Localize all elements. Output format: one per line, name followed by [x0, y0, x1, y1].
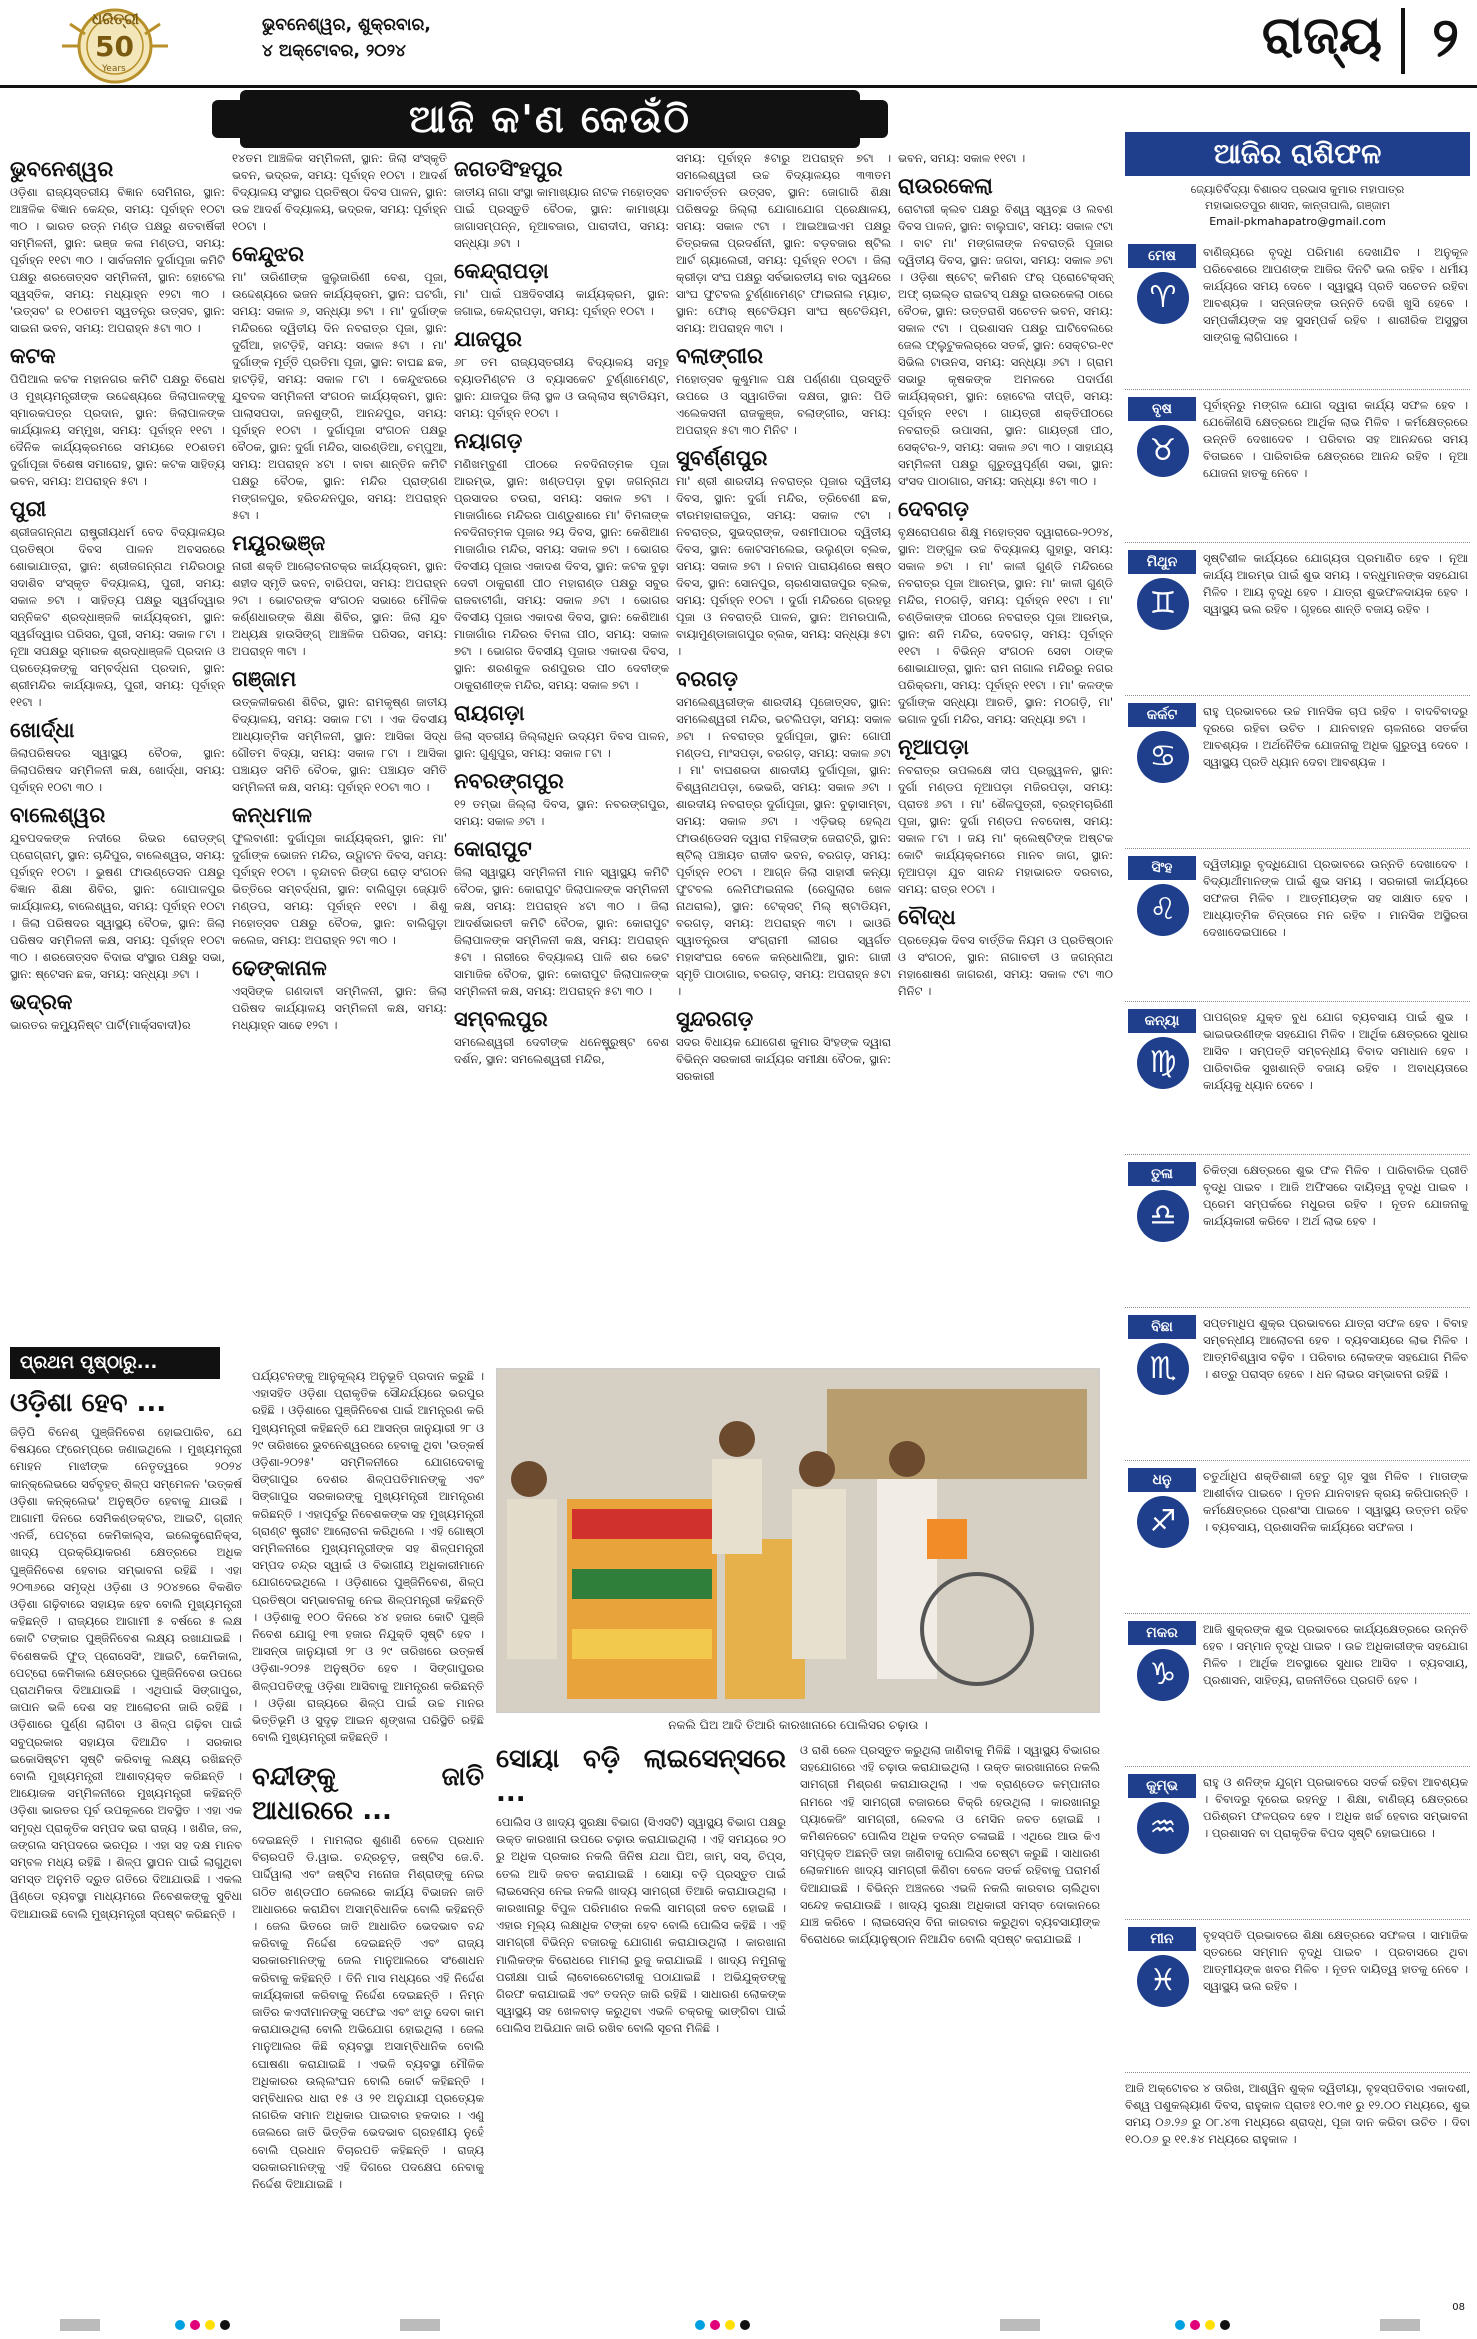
event-place-heading: କେନ୍ଦୁଝର: [232, 242, 305, 266]
event-listing-text: ସମଲେଶ୍ୱରୀଙ୍କ ଶାରଦୀୟ ପୂଜୋତ୍ସବ, ସ୍ଥାନ: ସମଲେଶ୍ୱରୀ ମନ୍ଦିର, ଭଟଲିପଡ଼ା, ସମୟ: ସକାଳ ୬ଟା । ନବରାତ୍ର ଦୁର୍ଗାପୂଜା, ସ୍ଥାନ: ଗୋପୀ ମଣ୍ଡପ, ମାଂସପଡ଼ା, ବରଗଡ଼, ସମୟ: ସକାଳ ୬ଟା । ମା' ବାଘଶରଦା ଶାରଦୀୟ ଦୁର୍ଗାପୂଜା, ସ୍ଥାନ: ବିଶ୍ୱନାଥପଡ଼ା, ଭେଭରି, ସମୟ: ସକାଳ ୬ଟା । ଶାରଦୀୟ ନବରାତ୍ର ଦୁର୍ଗାପୂଜା, ସ୍ଥାନ: ବୁଢ଼ାସାମ୍ବା, ସମୟ: ସକାଳ ୬ଟା । ଏଡ଼ିଭର୍ ହେଲ୍‌ଥ ଫାଉଣ୍ଡେସନ ଦ୍ୱାରା ମହିଳାଙ୍କ ଜେରାଟ୍ରି, ସ୍ଥାନ: ଷ୍ଟିଲ୍ ପଞ୍ଚାୟତ ରାଜୀବ ଭବନ, ବରଗଡ଼, ସମୟ: ପୂର୍ବାହ୍ନ ୧୦ଟା । ଆଗ୍ନ ଜିଲା ସାହାସୀ କନ୍ୟା ଫୁଟବଲ ଲେମିଫାଇନାଲ (ରେଗୁଲାର ଖେଳ ନାଥରାଲ), ସ୍ଥାନ: ଟେକ୍ସଟ୍ ମିଲ୍ ଷ୍ଟାଡିୟମ, ବରଗଡ଼, ସମୟ: ଅପରାହ୍ନ ୩ଟା । ଭାଓରି ସ୍ୱାତନ୍ତ୍ରତା ସଂଗ୍ରାମୀ ଲୀଗର ସ୍ୱର୍ଗତ ମହାସଂଘର ବେଳେ କନ୍ଧୋଲିଆ, ସ୍ଥାନ: ଗାଜୀ ସ୍ମୃତି ପାଠାଗାର, ବରଗଡ଼, ସମୟ: ଅପରାହ୍ନ ୫ଟା ।: [676, 695, 891, 998]
events-banner-title: ଆଜି କ'ଣ କେଉଁଠି: [408, 97, 692, 141]
logo-years-label: Years: [102, 64, 126, 74]
odisha-investment-story: [10, 1386, 242, 2306]
soya-story-body-1: ପୋଲିସ ଓ ଖାଦ୍ୟ ସୁରକ୍ଷା ବିଭାଗ (ସିଏସଟି) ସ୍ୱାସ୍ଥ୍ୟ ବିଭାଗ ପକ୍ଷରୁ ଉକ୍ତ କାରଖାନା ଉପରେ ଚଢ଼ାଉ କରାଯାଇଥିଲା । ଏହି ସମୟରେ ୨୦ ରୁ ଅଧିକ ପ୍ରକାର ନକଲି ଜିନିଷ ଯଥା ଘିଅ, ଜାମ୍‌, ସସ୍‌, ଚିପ୍‌ସ, ତେଲ ଆଦି ଜବତ କରାଯାଇଛି । ସୋୟା ବଡ଼ି ପ୍ରସ୍ତୁତ ପାଇଁ ଲାଇସେନ୍ସ ନେଇ ନକଲି ଖାଦ୍ୟ ସାମଗ୍ରୀ ତିଆରି କରାଯାଉଥିଲା । କାରଖାନାରୁ ବିପୁଳ ପରିମାଣର ନକଲି ସାମଗ୍ରୀ ଜବତ ହୋଇଛି । ଏହାର ମୂଲ୍ୟ ଲକ୍ଷାଧିକ ଟଙ୍କା ହେବ ବୋଲି ପୋଲିସ କହିଛି । ଏହି ସାମଗ୍ରୀ ବିଭିନ୍ନ ବଜାରକୁ ଯୋଗାଣ କରାଯାଉଥିଲା । କାରଖାନା ମାଲିକଙ୍କ ବିରୋଧରେ ମାମଲା ରୁଜୁ କରାଯାଇଛି । ଖାଦ୍ୟ ନମୁନାକୁ ପରୀକ୍ଷା ପାଇଁ ଲାବୋରେଟୋରୀକୁ ପଠାଯାଇଛି । ଅଭିଯୁକ୍ତଙ୍କୁ ଗିରଫ କରାଯାଇଛି ଏବଂ ତଦନ୍ତ ଜାରି ରହିଛି । ସାଧାରଣ ଲୋକଙ୍କ ସ୍ୱାସ୍ଥ୍ୟ ସହ ଖେଳବାଡ଼ କରୁଥିବା ଏଭଳି ଚକ୍ରକୁ ଭାଙ୍ଗିବା ପାଇଁ ପୋଲିସ ଅଭିଯାନ ଜାରି ରଖିବ ବୋଲି ସୂଚନା ମିଳିଛି ।: [496, 1815, 786, 2036]
event-place-heading: ସୁବର୍ଣ୍ଣପୁର: [676, 446, 768, 470]
event-listing-text: ମହୋତ୍ସବ କୁଣ୍ଢୁମାଳ ପକ୍ଷ ପର୍ଣ୍ଣଣା ପ୍ରସ୍ତୁତି ଉପରେ ଓ ସ୍ୱାଗତିକା ଦକ୍ଷତା, ସ୍ଥାନ: ପିଡି ଏଲେକସନୀ ରାଜକୁଞ୍ଜ, ବଲାଙ୍ଗୀର, ସମୟ: ଅପରାହ୍ନ ୫ଟା ୩୦ ମିନିଟ ।: [676, 372, 891, 437]
event-place-heading: ମୟୂରଭଞ୍ଜ: [232, 531, 326, 555]
event-listing-text: ମଣିଖମ୍ବୁଣୀ ପୀଠରେ ନବଦିନାତ୍ମକ ପୂଜା ଆରମ୍ଭ, ସ୍ଥାନ: ଖଣ୍ଡପଡ଼ା ବୁଢ଼ା ଜଗନ୍ନାଥ ପ୍ରସାଦର ଚଉରା, ସମୟ: ସକାଳ ୭ଟା । ମାଜାଗାଁରେ ମନ୍ଦିରର ପାଣ୍ଡୁଶାରେ ମା' ବିମଳାଙ୍କ ନବଦିନାତ୍ମକ ପୂଜାର ୨ୟ ଦିବସ, ସ୍ଥାନ: କେଶିଆଣ ମାଜାଗାଁର ମନ୍ଦିର, ସମୟ: ସକାଳ ୭ଟା । ଭୋଗର ଦିବସୀୟ ପୂଜାର ଏକାଦଶ ଦିବସ, ସ୍ଥାନ: କଟକ ବୁଢ଼ା ଦେବୀ ଠାକୁରାଣୀ ପୀଠ ମହାରାଣ୍ଡ ପକ୍ଷରୁ ସବୁର ରାଜବାଟୀଗାଁ, ସମୟ: ସକାଳ ୬ଟା । ଭୋଗର ଦିବସୀୟ ପୂଜାର ଏକାଦଶ ଦିବସ, ସ୍ଥାନ: କେଶିଆଣ ମାଜାଗାଁର ମନ୍ଦିରର ବିମଳା ପୀଠ, ସମୟ: ସକାଳ ୭ଟା । ଭୋଗର ଦିବସୀୟ ପୂଜାର ଏକାଦଶ ଦିବସ, ସ୍ଥାନ: ଶରଣକୁଳ ରଣପୁରର ପୀଠ ଦେବୀଙ୍କ ଠାକୁରାଣୀଙ୍କ ମନ୍ଦିର, ସମୟ: ସକାଳ ୭ଟା ।: [454, 457, 669, 692]
event-listing-text: ୧୨ ତମ୍ଭା ଜିଲ୍ଲା ଦିବସ, ସ୍ଥାନ: ନବରଙ୍ଗପୁର, ସମୟ: ସକାଳ ୬ଟା ।: [454, 797, 669, 828]
event-place-heading: ଭୁବନେଶ୍ୱର: [10, 157, 114, 181]
rashifala-author: [1125, 182, 1470, 230]
event-listing-text: ରୋଟାରୀ କ୍ଲବ ପକ୍ଷରୁ ବିଶ୍ୱ ସ୍ୱଚ୍ଛ ଓ ଲବଣ ଦିବସ ପାଳନ, ସ୍ଥାନ: ବାଲୁଘାଟ, ସମୟ: ସକାଳ ୯ଟା । ବାଟ ମା' ମଙ୍ଗଳାଙ୍କ ନବରାତ୍ରି ପୂଜାର ଦ୍ୱିତୀୟ ଦିବସ, ସ୍ଥାନ: ଜଗଦା, ସମୟ: ସକାଳ ୬ଟା । ଓଡ଼ିଶା ଷ୍ଟେଟ୍ କମିଶନ ଫର୍ ପ୍ରୋଟେକ୍ସନ୍ ଅଫ୍ ଚାଇଲ୍ଡ ରାଇଟସ୍ ପକ୍ଷରୁ ରାଉରକେଲା ଠାରେ ବୈଠକ, ସ୍ଥାନ: ଉତ୍ତରାଶି ସଚେତନ ଭବନ, ସମୟ: ସକାଳ ୯ଟା । ପ୍ରଶାସନ ପକ୍ଷରୁ ଘାଟିବେଲରେ ଜେଲ ଫ୍ଲୁଟୁକଲର୍‌ରେ ସତର୍କ, ସ୍ଥାନ: ସେକ୍ଟର-୧୯ ସିଭିଲ ଟାଉନସ, ସମୟ: ସନ୍ଧ୍ୟା ୬ଟା । ଗ୍ରାମ ସଭାରୁ କୃଷକଙ୍କ ଅମଳରେ ପଦାର୍ପଣ କାର୍ଯ୍ୟକ୍ରମ, ସ୍ଥାନ: ହୋଟେଲ ଦୀପ୍ତି, ସମୟ: ପୂର୍ବାହ୍ନ ୧୧ଟା । ଗାୟତ୍ରୀ ଶକ୍ତିପୀଠରେ ନବରାତ୍ରି ଉପାସନା, ସ୍ଥାନ: ଗାୟତ୍ରୀ ପୀଠ, ସେକ୍ଟର-୨, ସମୟ: ସକାଳ ୬ଟା ୩୦ । ସାହାଯ୍ୟ ସମ୍ମିଳନୀ ପକ୍ଷରୁ ଗୁରୁତ୍ୱପୂର୍ଣ୍ଣ ସଭା, ସ୍ଥାନ: ସଂସଦ ପାଠାଗାର, ସମୟ: ସନ୍ଧ୍ୟା ୫ଟା ୩୦ ।: [898, 202, 1113, 488]
logo-wordmark: ଧରିତ୍ରୀ: [92, 10, 139, 28]
rashi-item: [1125, 1772, 1470, 1920]
event-listing-text: ନାରୀ ଶକ୍ତି ଆଲୋଚନାଚକ୍ର କାର୍ଯ୍ୟକ୍ରମ, ସ୍ଥାନ: ଶହୀଦ ସ୍ମୃତି ଭବନ, ବାରିପଦା, ସମୟ: ଅପରାହ୍ନ ୨ଟା । ଭୋଟରଙ୍କ ସଂଗଠନ ସଭାରେ ମୌଳିକ କର୍ଣ୍ଣଧାରଙ୍କ ଶିକ୍ଷା ଶିବିର, ସ୍ଥାନ: ଜିଲା ଯୁବ ଅଧ୍ୟକ୍ଷ ହାଉସିଙ୍ଗ୍ ଆଞ୍ଚଳିକ ପରିସର, ସମୟ: ଅପରାହ୍ନ ୩ଟା ।: [232, 559, 447, 658]
rashifala-title: ଆଜିର ରାଶିଫଳ: [1125, 132, 1470, 176]
event-place-heading: ବରଗଡ଼: [676, 667, 738, 691]
zodiac-sign-icon: ♐: [1137, 1496, 1189, 1548]
rashi-item: [1125, 1160, 1470, 1308]
rashi-prediction-text: ବୃହସ୍ପତି ପ୍ରଭାବରେ ଶିକ୍ଷା କ୍ଷେତ୍ରରେ ସଫଳତା । ସାମାଜିକ ସ୍ତରରେ ସମ୍ମାନ ବୃଦ୍ଧି ପାଇବ । ପ୍ରବାସରେ ଥିବା ଆତ୍ମୀୟଙ୍କ ଖବର ମିଳିବ । ନୂତନ ଦାୟିତ୍ୱ ହାତକୁ ନେବେ । ସ୍ୱାସ୍ଥ୍ୟ ଭଲ ରହିବ ।: [1203, 1928, 1468, 1993]
rashi-item: [1125, 548, 1470, 696]
event-listing-text: ନବରାତ୍ର ଉପଲକ୍ଷେ ଦୀପ ପ୍ରଜ୍ଜ୍ୱଳନ, ସ୍ଥାନ: ଦୁର୍ଗା ମଣ୍ଡପ ନୂଆପଡ଼ା ମଜିରପଡ଼ା, ସମୟ: ପ୍ରାତଃ ୬ଟା । ମା' ଶୈଳପୁତ୍ରୀ, ବ୍ରହ୍ମଚାରିଣୀ ପୂଜା, ସ୍ଥାନ: ଦୁର୍ଗା ମଣ୍ଡପ ନବଦୋଷ, ସମୟ: ସକାଳ ୮ଟା । ଜୟ ମା' କ୍ଲେଷ୍ଟିଙ୍କ ଅଷ୍ଟକ କୋଟି କାର୍ଯ୍ୟକ୍ରମରେ ମାନବ ଜାଗ, ସ୍ଥାନ: ନୂଆପଡ଼ା ଯୁବ ସାନନ୍ଦ ମହାଭାରତ ଦରବାର, ସମୟ: ରାତ୍ର ୧୦ଟା ।: [898, 763, 1113, 896]
events-column-5: [898, 150, 1113, 1001]
zodiac-sign-icon: ♏: [1137, 1343, 1189, 1395]
event-listing-text: ଯୁବପଦକଙ୍କ ନଦୀରେ ରିଭର ରୋଡ୍‌ଙ୍ଗ୍ ପ୍ରୋଗ୍ରାମ୍, ସ୍ଥାନ: ଚାନ୍ଦିପୁର, ବାଲେଶ୍ୱର, ସମୟ: ପୂର୍ବାହ୍ନ ୧୦ଟା । ଭୁଷଣ ଫାଉଣ୍ଡେସନ ପକ୍ଷରୁ ବିଜ୍ଞାନ ଶିକ୍ଷା ଶିବିର, ସ୍ଥାନ: ଗୋପାଳପୁର କାର୍ଯ୍ୟାଳୟ, ବାଲେଶ୍ୱର, ସମୟ: ପୂର୍ବାହ୍ନ ୧୦ଟା । ଜିଲା ପରିଷଦର ସ୍ୱାସ୍ଥ୍ୟ ବୈଠକ, ସ୍ଥାନ: ଜିଲା ପରିଷଦ ସମ୍ମିଳନୀ କକ୍ଷ, ସମୟ: ପୂର୍ବାହ୍ନ ୧୦ଟା ୩୦ । ଶରତୋତ୍ସବ ବିଦାଇ ସଂସ୍ଥାର ପକ୍ଷରୁ ସଭା, ସ୍ଥାନ: ଷ୍ଟେସନ ଛକ, ସମୟ: ସନ୍ଧ୍ୟା ୬ଟା ।: [10, 831, 225, 981]
rashi-prediction-text: ବାଣିଜ୍ୟରେ ବୃଦ୍ଧି ପରିମାଣ ଦେଖାଯିବ । ଅନୁକୂଳ ପରିବେଶରେ ଆପଣଙ୍କ ଆଜିର ଦିନଟି ଭଲ ରହିବ । ଧର୍ମୀୟ କାର୍ଯ୍ୟରେ ସମୟ ଦେବେ । ସ୍ୱାସ୍ଥ୍ୟ ପ୍ରତି ସଚେତନ ରହିବା ଆବଶ୍ୟକ । ସନ୍ତାନଙ୍କ ଉନ୍ନତି ଦେଖି ଖୁସି ହେବେ । ସମ୍ପର୍କୀୟଙ୍କ ସହ ସୁସମ୍ପର୍କ ରହିବ । ଶାରୀରିକ ଅସୁସ୍ଥତା ସାଙ୍ଗକୁ ଲାଗିପାରେ ।: [1203, 245, 1468, 344]
events-column-2: [232, 150, 447, 1035]
rashi-prediction-text: ଦ୍ୱିତୀୟାରୁ ବୃଦ୍ଧିଯୋଗ ପ୍ରଭାବରେ ଉନ୍ନତି ଦେଖାଦେବ । ବିଦ୍ୟାର୍ଥୀମାନଙ୍କ ପାଇଁ ଶୁଭ ସମୟ । ସରକାରୀ କାର୍ଯ୍ୟରେ ସଫଳତା ମିଳିବ । ଆତ୍ମୀୟଙ୍କ ସହ ସାକ୍ଷାତ ହେବ । ଆଧ୍ୟାତ୍ମିକ ଚିନ୍ତାରେ ମନ ରହିବ । ମାନସିକ ଅସ୍ଥିରତା ଦେଖାଦେଇପାରେ ।: [1203, 857, 1468, 939]
soya-story-body-2: ଓ ରାଶି ରେଳ ପ୍ରସ୍ତୁତ କରୁଥିଲା ଜାଣିବାକୁ ମିଳିଛି । ସ୍ୱାସ୍ଥ୍ୟ ବିଭାଗର ସହଯୋଗରେ ଏହି ଚଢ଼ାଉ କରାଯାଇଥିଲା । ଉକ୍ତ କାରଖାନାରେ ନକଲି ସାମଗ୍ରୀ ମିଶ୍ରଣ କରାଯାଉଥିଲା । ଏକ ବ୍ରାଣ୍ଡେଡ କମ୍ପାନୀର ନାମରେ ଏହି ସାମଗ୍ରୀ ବଜାରରେ ବିକ୍ରି ହେଉଥିଲା । କାରଖାନାରୁ ପ୍ୟାକେଜିଂ ସାମଗ୍ରୀ, ଲେବଲ ଓ ମେସିନ ଜବତ ହୋଇଛି । କମିଶନରେଟ ପୋଲିସ ଅଧିକ ତଦନ୍ତ ଚଳାଇଛି । ଏଥିରେ ଆଉ କିଏ ସମ୍ପୃକ୍ତ ଅଛନ୍ତି ତାହା ଜାଣିବାକୁ ପୋଲିସ ଚେଷ୍ଟା କରୁଛି । ସାଧାରଣ ଲୋକମାନେ ଖାଦ୍ୟ ସାମଗ୍ରୀ କିଣିବା ବେଳେ ସତର୍କ ରହିବାକୁ ପରାମର୍ଶ ଦିଆଯାଇଛି । ବିଭିନ୍ନ ଅଞ୍ଚଳରେ ଏଭଳି ନକଲି କାରବାର ଚାଲିଥିବା ସନ୍ଦେହ କରାଯାଉଛି । ଖାଦ୍ୟ ସୁରକ୍ଷା ଅଧିକାରୀ ସମସ୍ତ ଦୋକାନରେ ଯାଞ୍ଚ କରିବେ । ଲାଇସେନ୍ସ ବିନା କାରବାର କରୁଥିବା ବ୍ୟବସାୟୀଙ୍କ ବିରୋଧରେ କାର୍ଯ୍ୟାନୁଷ୍ଠାନ ନିଆଯିବ ବୋଲି ସ୍ପଷ୍ଟ କରାଯାଇଛି ।: [800, 1743, 1100, 1947]
rashi-item: [1125, 1925, 1470, 2073]
rashi-sign-name: ତୁଳା: [1128, 1162, 1196, 1186]
event-listing-text: ସମୟ: ପୂର୍ବାହ୍ନ ୫ଟାରୁ ଅପରାହ୍ନ ୭ଟା । ସମଲେଶ୍ୱରୀ ଉଚ୍ଚ ବିଦ୍ୟାଳୟର ୩୩ତମ ସମାବର୍ତ୍ତନ ଉତ୍ସବ, ସ୍ଥାନ: ଜୋଗାରି ଶିକ୍ଷା ପରିଷଦରୁ ଜିଲ୍ଲା ଯୋଗାଯୋଗ ପ୍ରେକ୍ଷାଳୟ, ସମୟ: ସକାଳ ୯ଟା । ଆଇଆଇଏମ ପକ୍ଷରୁ ଚିତ୍ରକଳା ପ୍ରଦର୍ଶନୀ, ସ୍ଥାନ: ବଡ଼ବଜାର ଷ୍ଟିଲ ଆର୍ଟ ଗ୍ୟାଲେରୀ, ସମୟ: ପୂର୍ବାହ୍ନ ୧୦ଟା । ଜିଲା କ୍ରୀଡ଼ା ସଂଘ ପକ୍ଷରୁ ସର୍ବଭାରତୀୟ ବାର ଦ୍ୱନ୍ଦରେ ସାଂଘ ଫୁଟବଲ ଟୁର୍ଣ୍ଣାମେଣ୍ଟ ଫାଇନାଲ ମ୍ୟାଚ, ସ୍ଥାନ: ଫୋର୍ ଷ୍ଟେଡିୟମ ସାଂଘ ଷ୍ଟେଡିୟମ, ସମୟ: ଅପରାହ୍ନ ୩ଟା ।: [676, 151, 891, 335]
rashi-prediction-text: ରାହୁ ପ୍ରଭାବରେ ଉଚ୍ଚ ମାନସିକ ଚାପ ରହିବ । ବାଦବିବାଦରୁ ଦୂରରେ ରହିବା ଉଚିତ । ଯାନବାହନ ଚାଳନାରେ ସତର୍କତା ଆବଶ୍ୟକ । ଅର୍ଥନୈତିକ ଯୋଜନାକୁ ଅଧିକ ଗୁରୁତ୍ୱ ଦେବେ । ସ୍ୱାସ୍ଥ୍ୟ ପ୍ରତି ଧ୍ୟାନ ଦେବା ଆବଶ୍ୟକ ।: [1203, 704, 1468, 769]
event-listing-text: ସଦର ବିଧାୟକ ଯୋଗେଶ କୁମାର ସିଂହଙ୍କ ଦ୍ୱାରା ବିଭିନ୍ନ ସରକାରୀ କାର୍ଯ୍ୟର ସମୀକ୍ଷା ବୈଠକ, ସ୍ଥାନ: ସରକାରୀ: [676, 1035, 891, 1083]
rashi-item: [1125, 1466, 1470, 1614]
event-listing-text: ଏସ୍‌ସିଙ୍କ ଗଣଦାବୀ ସମ୍ମିଳନୀ, ସ୍ଥାନ: ଜିଲା ପରିଷଦ କାର୍ଯ୍ୟାଳୟ ସମ୍ମିଳନୀ କକ୍ଷ, ସମୟ: ମଧ୍ୟାହ୍ନ ସାଢେ ୧୨ଟା ।: [232, 984, 447, 1032]
events-banner: [240, 90, 860, 148]
event-listing-text: ପିପିଆଲ କଟକ ମହାନଗର କମିଟି ପକ୍ଷରୁ ବିରୋଧ ଓ ମୁଖ୍ୟମନ୍ତ୍ରୀଙ୍କ ଉଦ୍ଦେଶ୍ୟରେ ଜିଲାପାଳଙ୍କୁ ସ୍ମାରକପତ୍ର ପ୍ରଦାନ, ସ୍ଥାନ: ଜିଲାପାଳଙ୍କ କାର୍ଯ୍ୟାଳୟ ସମ୍ମୁଖ, ସମୟ: ପୂର୍ବାହ୍ନ ୧୧ଟା । ଦୈନିକ କାର୍ଯ୍ୟକ୍ରମରେ ସମୟରେ ୧୦ଶତମ ଦୁର୍ଗାପୂଜା ବିଶେଷ ସମାରୋହ, ସ୍ଥାନ: କଟକ ସାହିତ୍ୟ ଭବନ, ସମୟ: ଅପରାହ୍ନ ୫ଟା ।: [10, 372, 225, 488]
event-place-heading: କୋରାପୁଟ: [454, 837, 532, 861]
events-column-1: [10, 150, 225, 1035]
registration-marks-icon: [0, 2316, 1477, 2336]
rashi-sign-name: କୁମ୍ଭ: [1128, 1774, 1196, 1798]
dateline: [262, 12, 431, 64]
dateline-day: ଭୁବନେଶ୍ୱର, ଶୁକ୍ରବାର,: [262, 15, 431, 35]
events-column-3: [454, 150, 669, 1069]
rashi-sign-name: ମୀନ: [1128, 1927, 1196, 1951]
event-place-heading: ରାଉରକେଲା: [898, 174, 993, 198]
event-place-heading: ଖୋର୍ଦ୍ଧା: [10, 718, 75, 742]
event-listing-text: ଭବନ, ସମୟ: ସକାଳ ୧୧ଟା ।: [898, 151, 1026, 165]
zodiac-sign-icon: ♎: [1137, 1190, 1189, 1242]
events-column-4: [676, 150, 891, 1086]
rashifala-author-name: ଜ୍ୟୋତିର୍ବିଦ୍ୟା ବିଶାରଦ ପ୍ରଭାସ କୁମାର ମହାପାତ୍ର: [1190, 183, 1405, 196]
event-place-heading: ବଲାଙ୍ଗୀର: [676, 344, 763, 368]
rashi-sign-name: ବୃଷ: [1128, 397, 1196, 421]
rashi-sign-name: କନ୍ୟା: [1128, 1009, 1196, 1033]
news-photo-police-raid: [496, 1368, 1100, 1713]
zodiac-sign-icon: ♒: [1137, 1802, 1189, 1854]
event-listing-text: ୬୮ ତମ ରାଜ୍ୟସ୍ତରୀୟ ବିଦ୍ୟାଳୟ ସମୂହ ବ୍ୟାଡମିଣ୍ଟନ ଓ ବ୍ୟାସକେଟ ଟୁର୍ଣ୍ଣାମେଣ୍ଟ, ସ୍ଥାନ: ଯାଜପୁର ଜିଲା ସ୍ଥଳ ଓ ଉଲ୍ଲାସ ଷ୍ଟାଡିୟମ, ସମୟ: ପୂର୍ବାହ୍ନ ୧୦ଟା ।: [454, 355, 669, 420]
photo-caption: ନକଲି ଘିଅ ଆଦି ତିଆରି କାରଖାନାରେ ପୋଲିସର ଚଢ଼ାଉ ।: [668, 1718, 928, 1732]
event-listing-text: ଜିଲା ସ୍ତରୀୟ ଜିଲ୍ଲାଧିନ ଉଦ୍ୟମ ଦିବସ ପାଳନ, ସ୍ଥାନ: ଗୁଣୁପୁର, ସମୟ: ସକାଳ ୮ଟା ।: [454, 729, 669, 760]
section-divider: [1401, 8, 1405, 74]
event-place-heading: ବୌଦ୍ଧ: [898, 905, 956, 929]
event-place-heading: ନବରଙ୍ଗପୁର: [454, 769, 564, 793]
event-place-heading: ସୁନ୍ଦରଗଡ଼: [676, 1007, 754, 1031]
rashi-prediction-text: ଚିକିତ୍ସା କ୍ଷେତ୍ରରେ ଶୁଭ ଫଳ ମିଳିବ । ପାରିବାରିକ ପ୍ରୀତି ବୃଦ୍ଧି ପାଇବ । ଆଜି ଅଫିସରେ ଦାୟିତ୍ୱ ବୃଦ୍ଧି ପାଇବ । ପ୍ରେମ ସମ୍ପର୍କରେ ମଧୁରତା ରହିବ । ନୂତନ ଯୋଜନାକୁ କାର୍ଯ୍ୟକାରୀ କରିବେ । ଅର୍ଥ ଲାଭ ହେବ ।: [1203, 1163, 1468, 1228]
rashi-item: [1125, 1007, 1470, 1155]
event-listing-text: ବୃକ୍ଷରୋପଣର ଶିକ୍ଷୁ ମହୋତ୍ସବ ଦ୍ୱାରାରେ-୨୦୨୪, ସ୍ଥାନ: ଅଙ୍ଗୁଳ ଉଚ୍ଚ ବିଦ୍ୟାଳୟ ଗୁହାରୁ, ସମୟ: ସକାଳ ୭ଟା । ମା' କାଳୀ ଗୁଣ୍ଡି ମନ୍ଦିରରେ ନବରାତ୍ର ପୂଜା ଆରମ୍ଭ, ସ୍ଥାନ: ମା' କାଳୀ ଗୁଣ୍ଡି ମନ୍ଦିର, ମଠଗଡ଼ି, ସମୟ: ପୂର୍ବାହ୍ନ ୧୧ଟା । ମା' ଚଣ୍ଡିକାଙ୍କ ପୀଠରେ ନବରାତ୍ର ପୂଜା ଆରମ୍ଭ, ସ୍ଥାନ: ଶନି ମନ୍ଦିର, ଦେବଗଡ଼, ସମୟ: ପୂର୍ବାହ୍ନ ୧୧ଟା । ବିଭିନ୍ନ ସଂଗଠନ ସେବା ଠାଙ୍କ ଶୋଭାଯାତ୍ରା, ସ୍ଥାନ: ରାମ ନାଗାଲ ମନ୍ଦିରରୁ ନଗର ପରିକ୍ରମା, ସମୟ: ପୂର୍ବାହ୍ନ ୧୧ଟା । ମା' କଳଙ୍କ ଦୁର୍ଗାଙ୍କ ସନ୍ଧ୍ୟା ଆରତି, ସ୍ଥାନ: ମଠଗଡ଼ି, ମା' ଭଗାଳ ଦୁର୍ଗା ମନ୍ଦିର, ସମୟ: ସନ୍ଧ୍ୟା ୭ଟା ।: [898, 525, 1113, 726]
rashi-prediction-text: ଆଜି ଶୁକ୍ରଙ୍କ ଶୁଭ ପ୍ରଭାବରେ କାର୍ଯ୍ୟକ୍ଷେତ୍ରରେ ଉନ୍ନତି ହେବ । ସମ୍ମାନ ବୃଦ୍ଧି ପାଇବ । ଉଚ୍ଚ ଅଧିକାରୀଙ୍କ ସହଯୋଗ ମିଳିବ । ଆର୍ଥିକ ଅବସ୍ଥାରେ ସୁଧାର ଆସିବ । ବ୍ୟବସାୟ, ପ୍ରଶାସନ, ସାହିତ୍ୟ, ରାଜନୀତିରେ ପ୍ରଗତି ହେବ ।: [1203, 1622, 1468, 1687]
zodiac-sign-icon: ♈: [1137, 272, 1189, 324]
event-listing-text: ୧୪ତମ ଆଞ୍ଚଳିକ ସମ୍ମିଳନୀ, ସ୍ଥାନ: ଜିଲା ସଂସ୍କୃତି ଭବନ, ଭଦ୍ରକ, ସମୟ: ପୂର୍ବାହ୍ନ ୧୦ଟା । ଆଦର୍ଶ ବିଦ୍ୟାଳୟ ସଂସ୍ଥାର ପ୍ରତିଷ୍ଠା ଦିବସ ପାଳନ, ସ୍ଥାନ: ଉଚ୍ଚ ଆଦର୍ଶ ବିଦ୍ୟାଳୟ, ଭଦ୍ରକ, ସମୟ: ପୂର୍ବାହ୍ନ ୧୦ଟା ।: [232, 151, 447, 233]
event-place-heading: ଭଦ୍ରକ: [10, 990, 73, 1014]
page-code: 08: [1452, 2302, 1465, 2313]
continued-from-front-tag: ପ୍ରଥମ ପୃଷ୍ଠାରୁ...: [10, 1347, 220, 1379]
zodiac-sign-icon: ♓: [1137, 1955, 1189, 2007]
event-place-heading: ଢେଙ୍କାନାଳ: [232, 956, 327, 980]
odisha-story-continued: [252, 1368, 484, 1753]
event-listing-text: ପ୍ରତ୍ୟେକ ଦିବସ ବାର୍ତ୍ତିକ ନିୟମ ଓ ପ୍ରତିଷ୍ଠାନ ଓ ସଂଗଠନ, ସ୍ଥାନ: ନାଗାବତୀ ଓ ଜଗନ୍ନାଥ ମହାଶୋଷଣ ଜାଗରଣ, ସମୟ: ସକାଳ ୯ଟା ୩୦ ମିନିଟ ।: [898, 933, 1113, 998]
events-listing: [10, 150, 1113, 1330]
rashi-sign-name: ଧନୁ: [1128, 1468, 1196, 1492]
zodiac-sign-icon: ♌: [1137, 884, 1189, 936]
section-name: ରାଜ୍ୟ: [1261, 6, 1382, 66]
zodiac-sign-icon: ♍: [1137, 1037, 1189, 1089]
event-place-heading: ନୟାଗଡ଼: [454, 429, 523, 453]
logo-years-number: 50: [95, 30, 134, 63]
event-listing-text: ଜିଲା ସ୍ୱାସ୍ଥ୍ୟ ସମ୍ମିଳନୀ ମାନ ସ୍ୱାସ୍ଥ୍ୟ କମିଟି ବୈଠକ, ସ୍ଥାନ: କୋରାପୁଟ ଜିଲାପାଳଙ୍କ ସମ୍ମିଳନୀ କକ୍ଷ, ସମୟ: ଅପରାହ୍ନ ୪ଟା ୩୦ । ଜିଲା ଆଦର୍ଶଭାରତୀ କମିଟି ବୈଠକ, ସ୍ଥାନ: କୋରାପୁଟ ଜିଲାପାଳଙ୍କ ସମ୍ମିଳନୀ କକ୍ଷ, ସମୟ: ଅପରାହ୍ନ ୫ଟା । ନାରୀରେ ବିଦ୍ୟାଳୟ ପାଳି ଶର ଭେଟ ସାମାଜିକ ବୈଠକ, ସ୍ଥାନ: କୋରାପୁଟ ଜିଲାପାଳଙ୍କ ସମ୍ମିଳନୀ କକ୍ଷ, ସମୟ: ଅପରାହ୍ନ ୫ଟା ୩୦ ।: [454, 865, 669, 998]
event-listing-text: ସମଲେଶ୍ୱରୀ ଦେବୀଙ୍କ ଧନେଷ୍ଟ୍ରୁଷ୍ଟ ବେଶ ଦର୍ଶନ, ସ୍ଥାନ: ସମଲେଶ୍ୱରୀ ମନ୍ଦିର,: [454, 1035, 669, 1066]
event-listing-text: ମା' ଶ୍ରୀ ଶାରଦୀୟ ନବରାତ୍ର ପୂଜାର ଦ୍ୱିତୀୟ ଦିବସ, ସ୍ଥାନ: ଦୁର୍ଗା ମନ୍ଦିର, ତ୍ରିବେଣୀ ଛକ, ବୀରମହାରାଜପୁର, ସମୟ: ସକାଳ ୯ଟା । ନବରାତ୍ର, ସୁଭଦ୍ରାଙ୍କ, ଦଶମୀପାଠର ଦ୍ୱିତୀୟ ଦିବସ, ସ୍ଥାନ: କୋଟସମଲେଇ, ଉଲୁଣ୍ଡା ବ୍ଲକ, ସମୟ: ସକାଳ ୭ଟା । ନବାନ ପାରାୟଣରେ ଷଷ୍ଠ ଦିବସ, ସ୍ଥାନ: ସୋନପୁର, ଚାରଣସାରାଜପୁର ବ୍ଲକ, ସମୟ: ପୂର୍ବାହ୍ନ ୧୦ଟା । ଦୁର୍ଗା ମନ୍ଦିରରେ ଗ୍ରହରୂ ପୂଜା ଓ ନବରାତ୍ରି ପାଳନ, ସ୍ଥାନ: ଅମରପାଲି, ବାୟାମୁଣ୍ଡାଜାଗପୁର ବ୍ଲକ, ସମୟ: ସନ୍ଧ୍ୟା ୫ଟା ।: [676, 474, 891, 658]
rashi-item: [1125, 395, 1470, 543]
rashi-sign-name: ସିଂହ: [1128, 856, 1196, 880]
prisoners-story-body: ଦେଇଛନ୍ତି । ମାମଲାର ଶୁଣାଣି ବେଳେ ପ୍ରଧାନ ବିଚାରପତି ଡି.ୱାଇ. ଚନ୍ଦ୍ରଚୂଡ଼, ଜଷ୍ଟିସ ଜେ.ବି. ପାର୍ଦ୍ଦିୱାଲା ଏବଂ ଜଷ୍ଟିସ ମନୋଜ ମିଶ୍ରାଙ୍କୁ ନେଇ ଗଠିତ ଖଣ୍ଡପୀଠ ଜେଲରେ କାର୍ଯ୍ୟ ବିଭାଜନ ଜାତି ଆଧାରରେ କରାଯିବା ଅସାମ୍ବିଧାନିକ ବୋଲି କହିଛନ୍ତି । ଜେଲ ଭିତରେ ଜାତି ଆଧାରିତ ଭେଦଭାବ ବନ୍ଦ କରିବାକୁ ନିର୍ଦ୍ଦେଶ ଦେଇଛନ୍ତି ଏବଂ ରାଜ୍ୟ ସରକାରମାନଙ୍କୁ ଜେଲ ମାନୁଆଲରେ ସଂଶୋଧନ କରିବାକୁ କହିଛନ୍ତି । ତିନି ମାସ ମଧ୍ୟରେ ଏହି ନିର୍ଦ୍ଦେଶ କାର୍ଯ୍ୟକାରୀ କରିବାକୁ ନିର୍ଦ୍ଦେଶ ଦେଇଛନ୍ତି । ନିମ୍ନ ଜାତିର କଏଦୀମାନଙ୍କୁ ସଫେଇ ଏବଂ ଝାଡୁ ଦେବା କାମ କରାଯାଉଥିଲା ବୋଲି ଅଭିଯୋଗ ହୋଇଥିଲା । ଜେଲ ମାନୁଆଲର କିଛି ବ୍ୟବସ୍ଥା ଅସାମ୍ବିଧାନିକ ବୋଲି ଘୋଷଣା କରାଯାଇଛି । ଏଭଳି ବ୍ୟବସ୍ଥା ମୌଳିକ ଅଧିକାରର ଉଲ୍ଲଂଘନ ବୋଲି କୋର୍ଟ କହିଛନ୍ତି । ସମ୍ବିଧାନର ଧାରା ୧୫ ଓ ୨୧ ଅନୁଯାୟୀ ପ୍ରତ୍ୟେକ ନାଗରିକ ସମାନ ଅଧିକାର ପାଇବାର ହକଦାର । ଏଣୁ ଜେଲରେ ଜାତି ଭିତ୍ତିକ ଭେଦଭାବ ଗ୍ରହଣୀୟ ନୁହେଁ ବୋଲି ପ୍ରଧାନ ବିଚାରପତି କହିଛନ୍ତି । ରାଜ୍ୟ ସରକାରମାନଙ୍କୁ ଏହି ଦିଗରେ ପଦକ୍ଷେପ ନେବାକୁ ନିର୍ଦ୍ଦେଶ ଦିଆଯାଇଛି ।: [252, 1833, 484, 2192]
event-place-heading: ରାୟଗଡ଼ା: [454, 701, 525, 725]
event-place-heading: ଗଞ୍ଜାମ: [232, 667, 297, 691]
police-raid-photo-icon: [497, 1369, 1100, 1713]
event-listing-text: ଶ୍ରୀଜଗନ୍ନାଥ ରାଷ୍ଟ୍ରୀୟଧର୍ମ ବେଦ ବିଦ୍ୟାଳୟର ପ୍ରତିଷ୍ଠା ଦିବସ ପାଳନ ଅବସରରେ ଶୋଭାଯାତ୍ରା, ସ୍ଥାନ: ଶ୍ରୀଜଗନ୍ନାଥ ମନ୍ଦିରଠାରୁ ସଦାଶିବ ସଂସ୍କୃତ ବିଦ୍ୟାଳୟ, ପୁରୀ, ସମୟ: ସକାଳ ୭ଟା । ସାହିତ୍ୟ ପକ୍ଷରୁ ସ୍ୱର୍ଗଦ୍ୱାର ସନ୍ନିକଟ ଶ୍ରଦ୍ଧାଞ୍ଜଳି କାର୍ଯ୍ୟକ୍ରମ, ସ୍ଥାନ: ସ୍ୱର୍ଗଦ୍ୱାର ପରିସର, ପୁରୀ, ସମୟ: ସକାଳ ୮ଟା । ନୂଆ ସପକ୍ଷରୁ ସ୍ମାରକ ଶ୍ରଦ୍ଧାଞ୍ଜଳି ପ୍ରଦାନ ଓ ପ୍ରତ୍ୟେକଙ୍କୁ ସମ୍ବର୍ଦ୍ଧନା ପ୍ରଦାନ, ସ୍ଥାନ: ଶ୍ରୀମନ୍ଦିର କାର୍ଯ୍ୟାଳୟ, ପୁରୀ, ସମୟ: ପୂର୍ବାହ୍ନ ୧୧ଟା ।: [10, 525, 225, 709]
zodiac-sign-icon: ♉: [1137, 425, 1189, 477]
odisha-story-body: ଜିଡ଼ିପି ବିନେଶ୍‌ ପୁଞ୍ଜିନିବେଶ ହୋଇପାରିବ, ଯେ ବିଷୟରେ ଫ୍ରେମ୍‌ପ୍ରେ ଜଣାଇଥିଲେ । ମୁଖ୍ୟମନ୍ତ୍ରୀ ମୋହନ ମାଝୀଙ୍କ ନେତୃତ୍ୱରେ ୨୦୨୪ କାନ୍‌କ୍ଲେଭରେ ସର୍ବବୃହତ୍‌ ଶିଳ୍ପ ସମ୍ମେଳନ 'ଉତ୍କର୍ଷ ଓଡ଼ିଶା କନ୍‌କ୍ଲେଭ' ଅନୁଷ୍ଠିତ ହେବାକୁ ଯାଉଛି । ଆଗାମୀ ଦିନରେ ସେମିକଣ୍ଡକ୍ଟର, ଆଇଟି, ଗ୍ରୀନ୍‌ ଏନର୍ଜି, ପେଟ୍ରୋ କେମିକାଲ୍‌ସ, ଇଲେକ୍ଟ୍ରୋନିକ୍ସ, ଖାଦ୍ୟ ପ୍ରକ୍ରିୟାକରଣ କ୍ଷେତ୍ରରେ ଅଧିକ ପୁଞ୍ଜିନିବେଶ ହେବାର ସମ୍ଭାବନା ରହିଛି । ଏହା ୨୦୩୬ରେ ସମୃଦ୍ଧ ଓଡ଼ିଶା ଓ ୨୦୪୭ରେ ବିକଶିତ ଓଡ଼ିଶା ଗଢ଼ିବାରେ ସହାୟକ ହେବ ବୋଲି ମୁଖ୍ୟମନ୍ତ୍ରୀ କହିଛନ୍ତି । ରାଜ୍ୟରେ ଆଗାମୀ ୫ ବର୍ଷରେ ୫ ଲକ୍ଷ କୋଟି ଟଙ୍କାର ପୁଞ୍ଜିନିବେଶ ଲକ୍ଷ୍ୟ ରଖାଯାଇଛି । ବିଶେଷକରି ଫୁଡ୍‌ ପ୍ରୋସେସିଂ, ଆଇଟି, କେମିକାଲ, ପେଟ୍ରୋ କେମିକାଲ କ୍ଷେତ୍ରରେ ପୁଞ୍ଜିନିବେଶ ଉପରେ ପ୍ରାଥମିକତା ଦିଆଯାଉଛି । ଏଥିପାଇଁ ସିଙ୍ଗାପୁର, ଜାପାନ ଭଳି ଦେଶ ସହ ଆଲୋଚନା ଜାରି ରହିଛି । ଓଡ଼ିଶାରେ ପୁର୍ଣ୍ଣ ଲାଗିବା ଓ ଶିଳ୍ପ ଗଢ଼ିବା ପାଇଁ ସବୁପ୍ରକାର ସହାୟତା ଦିଆଯିବ । ସରକାର ଇକୋସିଷ୍ଟମ ସୃଷ୍ଟି କରିବାକୁ ଲକ୍ଷ୍ୟ ରଖିଛନ୍ତି ବୋଲି ମୁଖ୍ୟମନ୍ତ୍ରୀ ଆଶାବ୍ୟକ୍ତ କରିଛନ୍ତି । ଆୟୋଜକ ସମ୍ମିଳନୀରେ ମୁଖ୍ୟମନ୍ତ୍ରୀ କହିଛନ୍ତି ଓଡ଼ିଶା ଭାରତର ପୂର୍ବ ଉପକୂଳରେ ଅବସ୍ଥିତ । ଏହା ଏକ ସମୃଦ୍ଧ ପ୍ରାକୃତିକ ସମ୍ପଦ ଭରା ରାଜ୍ୟ । ଖଣିଜ, ଜଳ, ଜଙ୍ଗଲ ସମ୍ପଦରେ ଭରପୂର । ଏହା ସହ ଦକ୍ଷ ମାନବ ସମ୍ବଳ ମଧ୍ୟ ରହିଛି । ଶିଳ୍ପ ସ୍ଥାପନ ପାଇଁ ଲାଗୁଥିବା ସମସ୍ତ ଅନୁମତି ଦ୍ରୁତ ଗତିରେ ଦିଆଯାଉଛି । ଏକଲ ୱିଣ୍ଡୋ ବ୍ୟବସ୍ଥା ମାଧ୍ୟମରେ ନିବେଶକଙ୍କୁ ସୁବିଧା ଦିଆଯାଉଛି ବୋଲି ମୁଖ୍ୟମନ୍ତ୍ରୀ ସ୍ପଷ୍ଟ କରିଛନ୍ତି ।: [10, 1425, 242, 1921]
print-registration-marks: [0, 2316, 1477, 2336]
event-listing-text: ଜାତୀୟ ନାଗା ସଂସ୍ଥା କାମାଖ୍ୟାର ନାଟକ ମହୋତ୍ସବ ପାଇଁ ପ୍ରସ୍ତୁତି ବୈଠକ, ସ୍ଥାନ: କାମାଖ୍ୟା ଜାଗାସମ୍ପନ୍ନ, ନୂଆବଜାର, ପାରାଦୀପ, ସମୟ: ସନ୍ଧ୍ୟା ୬ଟା ।: [454, 185, 669, 250]
event-place-heading: କଟକ: [10, 344, 56, 368]
page-number: ୨: [1432, 6, 1459, 69]
rashi-prediction-text: ସୃଷ୍ଟିଶୀଳ କାର୍ଯ୍ୟରେ ଯୋଗ୍ୟତା ପ୍ରମାଣିତ ହେବ । ନୂଆ କାର୍ଯ୍ୟ ଆରମ୍ଭ ପାଇଁ ଶୁଭ ସମୟ । ବନ୍ଧୁମାନଙ୍କ ସହଯୋଗ ମିଳିବ । ଆୟ ବୃଦ୍ଧି ହେବ । ଯାତ୍ରା ଶୁଭଫଳଦାୟକ ହେବ । ସ୍ୱାସ୍ଥ୍ୟ ଭଲ ରହିବ । ଗୃହରେ ଶାନ୍ତି ବଜାୟ ରହିବ ।: [1203, 551, 1468, 616]
rashi-item: [1125, 242, 1470, 390]
event-place-heading: ଯାଜପୁର: [454, 327, 522, 351]
event-listing-text: ଉତ୍କଳୀକରଣ ଶିବିର, ସ୍ଥାନ: ରାମକୃଷ୍ଣ ଜାତୀୟ ବିଦ୍ୟାଳୟ, ସମୟ: ସକାଳ ୮ଟା । ଏକ ଦିବସୀୟ ଆଧ୍ୟାତ୍ମିକ ସମ୍ମିଳନୀ, ସ୍ଥାନ: ଆସିକା ସିଦ୍ଧ ଗୌତମ ବିଦ୍ୟା, ସମୟ: ସକାଳ ୮ଟା । ଆସିକା ପଞ୍ଚାୟତ ସମିତି ବୈଠକ, ସ୍ଥାନ: ପଞ୍ଚାୟତ ସମିତି ସମ୍ମିଳନୀ କକ୍ଷ, ସମୟ: ପୂର୍ବାହ୍ନ ୧୦ଟା ୩୦ ।: [232, 695, 447, 794]
rashi-item: [1125, 701, 1470, 849]
rashifala-author-address: ମହାଭାରତପୁର ଶାସନ, କାନ୍ତାପାଲି, ଗଞ୍ଜାମ: [1205, 199, 1390, 212]
rashifala-section: [1125, 132, 1470, 2182]
event-listing-text: ଓଡ଼ିଶା ରାଜ୍ୟସ୍ତରୀୟ ବିଜ୍ଞାନ ସେମିନାର, ସ୍ଥାନ: ଆଞ୍ଚଳିକ ବିଜ୍ଞାନ କେନ୍ଦ୍ର, ସମୟ: ପୂର୍ବାହ୍ନ ୧୦ଟା ୩୦ । ଭାରତ ରତ୍ନ ମଣ୍ଡ ପକ୍ଷରୁ ଶତବାର୍ଷିକୀ ସମ୍ମିଳନୀ, ସ୍ଥାନ: ଭଞ୍ଜ କଳା ମଣ୍ଡପ, ସମୟ: ପୂର୍ବାହ୍ନ ୧୧ଟା ୩୦ । ସାର୍ବଜନୀନ ଦୁର୍ଗାପୂଜା କମିଟି ପକ୍ଷରୁ ଶରତୋତ୍ସବ ସମ୍ମିଳନୀ, ସ୍ଥାନ: ହୋଟେଲ ସ୍ୱସ୍ତିକ, ସମୟ: ମଧ୍ୟାହ୍ନ ୧୨ଟା ୩୦ । 'ଉତ୍ସବ' ର ୧୦ଶତମ ସ୍ୱତନ୍ତ୍ର ଉତ୍ସବ, ସ୍ଥାନ: ସାଇନା ଭବନ, ସମୟ: ଅପରାହ୍ନ ୫ଟା ୩୦ ।: [10, 185, 225, 335]
event-place-heading: କନ୍ଧମାଳ: [232, 803, 312, 827]
rashi-prediction-text: ସପ୍ତମାଧିପ ଶୁକ୍ର ପ୍ରଭାବରେ ଯାତ୍ରା ସଫଳ ହେବ । ବିବାହ ସମ୍ବନ୍ଧୀୟ ଆଲୋଚନା ହେବ । ବ୍ୟବସାୟରେ ଲାଭ ମିଳିବ । ଆତ୍ମବିଶ୍ୱାସ ବଢ଼ିବ । ପରିବାର ଲୋକଙ୍କ ସହଯୋଗ ମିଳିବ । ଶତ୍ରୁ ପରାସ୍ତ ହେବେ । ଧନ ଲାଭର ସମ୍ଭାବନା ରହିଛି ।: [1203, 1316, 1468, 1381]
odisha-story-continued-body: ପର୍ଯ୍ୟଟନଙ୍କୁ ଆନୁକୂଲ୍ୟ ଅନୁଭୂତି ପ୍ରଦାନ କରୁଛି । ଏହାସହିତ ଓଡ଼ିଶା ପ୍ରାକୃତିକ ସୌନ୍ଦର୍ଯ୍ୟରେ ଭରପୁର ରହିଛି । ଓଡ଼ିଶାରେ ପୁଞ୍ଜିନିବେଶ ପାଇଁ ଆମନ୍ତ୍ରଣ କରି ମୁଖ୍ୟମନ୍ତ୍ରୀ କହିଛନ୍ତି ଯେ ଆସନ୍ତା ଜାନୁୟାରୀ ୨୮ ଓ ୨୯ ତାରିଖରେ ଭୁବନେଶ୍ୱରରେ ହେବାକୁ ଥିବା 'ଉତ୍କର୍ଷ ଓଡ଼ିଶା-୨୦୨୫' ସମ୍ମିଳନୀରେ ଯୋଗଦେବାକୁ ସିଙ୍ଗାପୁର ଦେଶର ଶିଳ୍ପପତିମାନଙ୍କୁ ଏବଂ ସିଙ୍ଗାପୁର ସରକାରଙ୍କୁ ମୁଖ୍ୟମନ୍ତ୍ରୀ ଆମନ୍ତ୍ରଣ କରିଛନ୍ତି । ଏହାପୂର୍ବରୁ ନିବେଶକଙ୍କ ସହ ମୁଖ୍ୟମନ୍ତ୍ରୀ ଗ୍ରାଣ୍ଟ ଷ୍ଟ୍ରୀଟ ଆଲୋଚନା କରିଥିଲେ । ଏହି ଗୋଷ୍ଠୀ ସମ୍ମିଳନୀରେ ମୁଖ୍ୟମନ୍ତ୍ରୀଙ୍କ ସହ ଶିଳ୍ପମନ୍ତ୍ରୀ ସମ୍ପଦ ଚନ୍ଦ୍ର ସ୍ୱାଇଁ ଓ ବିଭାଗୀୟ ଅଧିକାରୀମାନେ ଯୋଗଦେଇଥିଲେ । ଓଡ଼ିଶାରେ ପୁଞ୍ଜିନିବେଶ, ଶିଳ୍ପ ପ୍ରତିଷ୍ଠା ସମ୍ଭାବନାକୁ ନେଇ ଶିଳ୍ପମନ୍ତ୍ରୀ କହିଛନ୍ତି । ଓଡ଼ିଶାକୁ ୧୦୦ ଦିନରେ ୪୪ ହଜାର କୋଟି ପୁଞ୍ଜି ନିବେଶ ଯୋଗୁ ୧୩ ହଜାର ନିଯୁକ୍ତି ସୃଷ୍ଟି ହେବ । ଆସନ୍ତା ଜାନୁୟାରୀ ୨୮ ଓ ୨୯ ତାରିଖରେ ଉତ୍କର୍ଷ ଓଡ଼ିଶା-୨୦୨୫ ଅନୁଷ୍ଠିତ ହେବ । ସିଙ୍ଗାପୁରର ଶିଳ୍ପପତିଙ୍କୁ ଓଡ଼ିଶା ଆସିବାକୁ ଆମନ୍ତ୍ରଣ କରିଛନ୍ତି । ଓଡ଼ିଶା ରାଜ୍ୟରେ ଶିଳ୍ପ ପାଇଁ ଉଚ୍ଚ ମାନର ଭିତ୍ତିଭୂମି ଓ ସୁଦୃଢ଼ ଆଇନ ଶୃଙ୍ଖଳା ପରିସ୍ଥିତି ରହିଛି ବୋଲି ମୁଖ୍ୟମନ୍ତ୍ରୀ କହିଛନ୍ତି ।: [252, 1369, 484, 1745]
rashi-prediction-text: ପାପଗ୍ରହ ଯୁକ୍ତ ବୁଧ ଯୋଗ ବ୍ୟବସାୟ ପାଇଁ ଶୁଭ । ଭାଇଭଉଣୀଙ୍କ ସହଯୋଗ ମିଳିବ । ଆର୍ଥିକ କ୍ଷେତ୍ରରେ ସୁଧାର ଆସିବ । ସମ୍ପତ୍ତି ସମ୍ବନ୍ଧୀୟ ବିବାଦ ସମାଧାନ ହେବ । ପାରିବାରିକ ସୁଖଶାନ୍ତି ବଜାୟ ରହିବ । ଅବାଧ୍ୟତାରେ କାର୍ଯ୍ୟକୁ ଧ୍ୟାନ ଦେବେ ।: [1203, 1010, 1468, 1092]
rashi-sign-name: ମେଷ: [1128, 244, 1196, 268]
masthead: [0, 0, 1477, 88]
event-listing-text: ଭାରତର କମ୍ୟୁନିଷ୍ଟ ପାର୍ଟି(ମାର୍କ୍ସବାଦୀ)ର: [10, 1018, 191, 1032]
dateline-date: ୪ ଅକ୍ଟୋବର, ୨୦୨୪: [262, 41, 406, 61]
soya-story-continued: [800, 1742, 1100, 2307]
rashi-item: [1125, 1619, 1470, 1767]
event-place-heading: ନୂଆପଡ଼ା: [898, 735, 969, 759]
event-place-heading: କେନ୍ଦ୍ରାପଡ଼ା: [454, 259, 549, 283]
event-listing-text: ମା' ତାରିଣୀଙ୍କ ଜୁଲୁଜାରିଣୀ ବେଶ, ପୂଜା, ଉଦ୍ଦେଶ୍ୟରେ ଭଜନ କାର୍ଯ୍ୟକ୍ରମ, ସ୍ଥାନ: ଘଟଗାଁ, ସମୟ: ସକାଳ ୬, ସନ୍ଧ୍ୟା ୭ଟା । ମା' ଦୁର୍ଗାଙ୍କ ମନ୍ଦିରରେ ଦ୍ୱିତୀୟ ଦିନ ନବରାତ୍ର ପୂଜା, ସ୍ଥାନ: ଦୁର୍ଗିଆ, ହାଟଡ଼ିହି, ସମୟ: ସକାଳ ୫ଟା । ମା' ଦୁର୍ଗାଙ୍କ ମୂର୍ତ୍ତି ପ୍ରତିମା ପୂଜା, ସ୍ଥାନ: ବାଘଛ ଛକ, ହାଟଡ଼ିହି, ସମୟ: ସକାଳ ୮ଟା । କେନ୍ଦୁଝରରେ ଯୁବଦଳ ସମ୍ମିଳନୀ ସଂଗଠନ କାର୍ଯ୍ୟକ୍ରମ, ସ୍ଥାନ: ପାଲାସପଦା, ଜନଶୁଙ୍ଗି, ଆନନ୍ଦପୁର, ସମୟ: ପୂର୍ବାହ୍ନ ୧୦ଟା । ଦୁର୍ଗାପୂଜା ସଂଗଠନ ପକ୍ଷରୁ ବୈଠକ, ସ୍ଥାନ: ଦୁର୍ଗା ମନ୍ଦିର, ସାରଣ୍ଡିଆ, ଚମ୍ପୁଆ, ସମୟ: ଅପରାହ୍ନ ୪ଟା । ବାବା ଶାନ୍ତିନ କମିଟି ପକ୍ଷରୁ ବୈଠକ, ସ୍ଥାନ: ମନ୍ଦିର ପ୍ରାଙ୍ଗଣ ମଙ୍ଗଳପୁର, ହରିଚନ୍ଦନପୁର, ସମୟ: ଅପରାହ୍ନ ୫ଟା ।: [232, 270, 447, 522]
zodiac-sign-icon: ♑: [1137, 1649, 1189, 1701]
rashi-prediction-text: ପୂର୍ବାହ୍ନରୁ ମଙ୍ଗଳ ଯୋଗ ଦ୍ୱାରା କାର୍ଯ୍ୟ ସଫଳ ହେବ । ଯେକୌଣସି କ୍ଷେତ୍ରରେ ଆର୍ଥିକ ଲାଭ ମିଳିବ । କର୍ମକ୍ଷେତ୍ରରେ ଉନ୍ନତି ଦେଖାଦେବ । ପରିବାର ସହ ଆନନ୍ଦରେ ସମୟ ବିତାଇବେ । ପାରିବାରିକ କ୍ଷେତ୍ରରେ ଆନନ୍ଦ ରହିବ । ନୂଆ ଯୋଜନା ହାତକୁ ନେବେ ।: [1203, 398, 1468, 480]
event-listing-text: ଫୁଲବାଣୀ: ଦୁର୍ଗାପୂଜା କାର୍ଯ୍ୟକ୍ରମ, ସ୍ଥାନ: ମା' ଦୁର୍ଗାଙ୍କ ଭୋଜନ ମନ୍ଦିର, ଉଦ୍ଘାଟନ ଦିବସ, ସମୟ: ପୂର୍ବାହ୍ନ ୧୦ଟା । ବୃନ୍ଦାବନ ରିଙ୍ଗ ରୋଡ଼ ସଂଗଠନ ଭିତ୍ତିରେ ସମ୍ବର୍ଦ୍ଧନା, ସ୍ଥାନ: ବାଲିଗୁଡ଼ା ଜ୍ୟୋତି ମଣ୍ଡପ, ସମୟ: ପୂର୍ବାହ୍ନ ୧୧ଟା । ଶିଶୁ ମହୋତ୍ସବ ପକ୍ଷରୁ ବୈଠକ, ସ୍ଥାନ: ବାଲିଗୁଡ଼ା କଲେଜ, ସମୟ: ଅପରାହ୍ନ ୨ଟା ୩୦ ।: [232, 831, 447, 947]
event-listing-text: ମା' ପାଇଁ ପଞ୍ଚଦିବସୀୟ କାର୍ଯ୍ୟକ୍ରମ, ସ୍ଥାନ: ଜଗାଇ, କେନ୍ଦ୍ରାପଡ଼ା, ସମୟ: ପୂର୍ବାହ୍ନ ୧୦ଟା ।: [454, 287, 669, 318]
prisoners-story-headline: ବନ୍ଦୀଙ୍କୁ ଜାତି ଆଧାରରେ ...: [252, 1762, 484, 1826]
rashi-prediction-text: ଚତୁର୍ଥାଧିପ ଶକ୍ତିଶାଳୀ ହେତୁ ଗୃହ ସୁଖ ମିଳିବ । ମାତାଙ୍କ ଆଶୀର୍ବାଦ ପାଇବେ । ନୂତନ ଯାନବାହନ କ୍ରୟ କରିପାରନ୍ତି । କର୍ମକ୍ଷେତ୍ରରେ ପ୍ରଶଂସା ପାଇବେ । ସ୍ୱାସ୍ଥ୍ୟ ଉତ୍ତମ ରହିବ । ବ୍ୟବସାୟ, ପ୍ରଶାସନିକ କାର୍ଯ୍ୟରେ ସଫଳତା ।: [1203, 1469, 1468, 1534]
rashi-sign-name: ବିଛା: [1128, 1315, 1196, 1339]
rashi-sign-name: ମିଥୁନ: [1128, 550, 1196, 574]
rashi-item: [1125, 854, 1470, 1002]
zodiac-sign-icon: ♋: [1137, 731, 1189, 783]
zodiac-sign-icon: ♊: [1137, 578, 1189, 630]
soya-badi-story: [496, 1742, 786, 2307]
rashi-prediction-text: ରାହୁ ଓ ଶନିଙ୍କ ଯୁଗ୍ମ ପ୍ରଭାବରେ ସତର୍କ ରହିବା ଆବଶ୍ୟକ । ବିବାଦରୁ ଦୂରେଇ ରହନ୍ତୁ । ଶିକ୍ଷା, ବାଣିଜ୍ୟ କ୍ଷେତ୍ରରେ ପରିଶ୍ରମ ଫଳପ୍ରଦ ହେବ । ଅଧିକ ଖର୍ଚ୍ଚ ହେବାର ସମ୍ଭାବନା । ପ୍ରଶାସନ ବା ପ୍ରାକୃତିକ ବିପଦ ସୃଷ୍ଟି ହୋଇପାରେ ।: [1203, 1775, 1468, 1840]
soya-story-headline: ସୋୟା ବଡ଼ି ଲାଇସେନ୍ସରେ ...: [496, 1744, 786, 1808]
prisoners-caste-story: [252, 1760, 484, 2306]
event-place-heading: ଜଗତସିଂହପୁର: [454, 157, 563, 181]
rashi-sign-name: କର୍କଟ: [1128, 703, 1196, 727]
panchang-text: ଆଜି ଅକ୍ଟୋବର ୪ ତାରିଖ, ଆଶ୍ୱିନ ଶୁକ୍ଳ ଦ୍ୱିତୀୟା, ବୃହସ୍ପତିବାର ଏକାଦଶୀ, ବିଶ୍ୱ ପଶୁକଲ୍ୟାଣ ଦିବସ, ରାହୁକାଳ ପ୍ରାତଃ ୧୦.୩୧ ରୁ ୧୨.୦୦ ମଧ୍ୟରେ, ଶୁଭ ସମୟ ୦୬.୨୬ ରୁ ୦୮.୪୩ ମଧ୍ୟରେ ଶ୍ରାଦ୍ଧ, ପୂଜା ଦାନ କରିବା ଉଚିତ । ଦିବା ୧୦.୦୬ ରୁ ୧୧.୫୪ ମଧ୍ୟରେ ରାହୁକାଳ ।: [1125, 2081, 1470, 2146]
event-place-heading: ସମ୍ବଲପୁର: [454, 1007, 548, 1031]
rashi-item: [1125, 1313, 1470, 1461]
newspaper-logo: [40, 4, 190, 84]
event-place-heading: ଦେବଗଡ଼: [898, 497, 969, 521]
event-place-heading: ପୁରୀ: [10, 497, 47, 521]
event-listing-text: ଜିଲାପରିଷଦର ସ୍ୱାସ୍ଥ୍ୟ ବୈଠକ, ସ୍ଥାନ: ଜିଲାପରିଷଦ ସମ୍ମିଳନୀ କକ୍ଷ, ଖୋର୍ଦ୍ଧା, ସମୟ: ପୂର୍ବାହ୍ନ ୧୦ଟା ୩୦ ।: [10, 746, 225, 794]
odisha-story-headline: ଓଡ଼ିଶା ହେବ ...: [10, 1388, 167, 1418]
event-place-heading: ବାଲେଶ୍ୱର: [10, 803, 106, 827]
rashifala-author-email: Email-pkmahapatro@gmail.com: [1209, 215, 1386, 228]
rashi-sign-name: ମକର: [1128, 1621, 1196, 1645]
